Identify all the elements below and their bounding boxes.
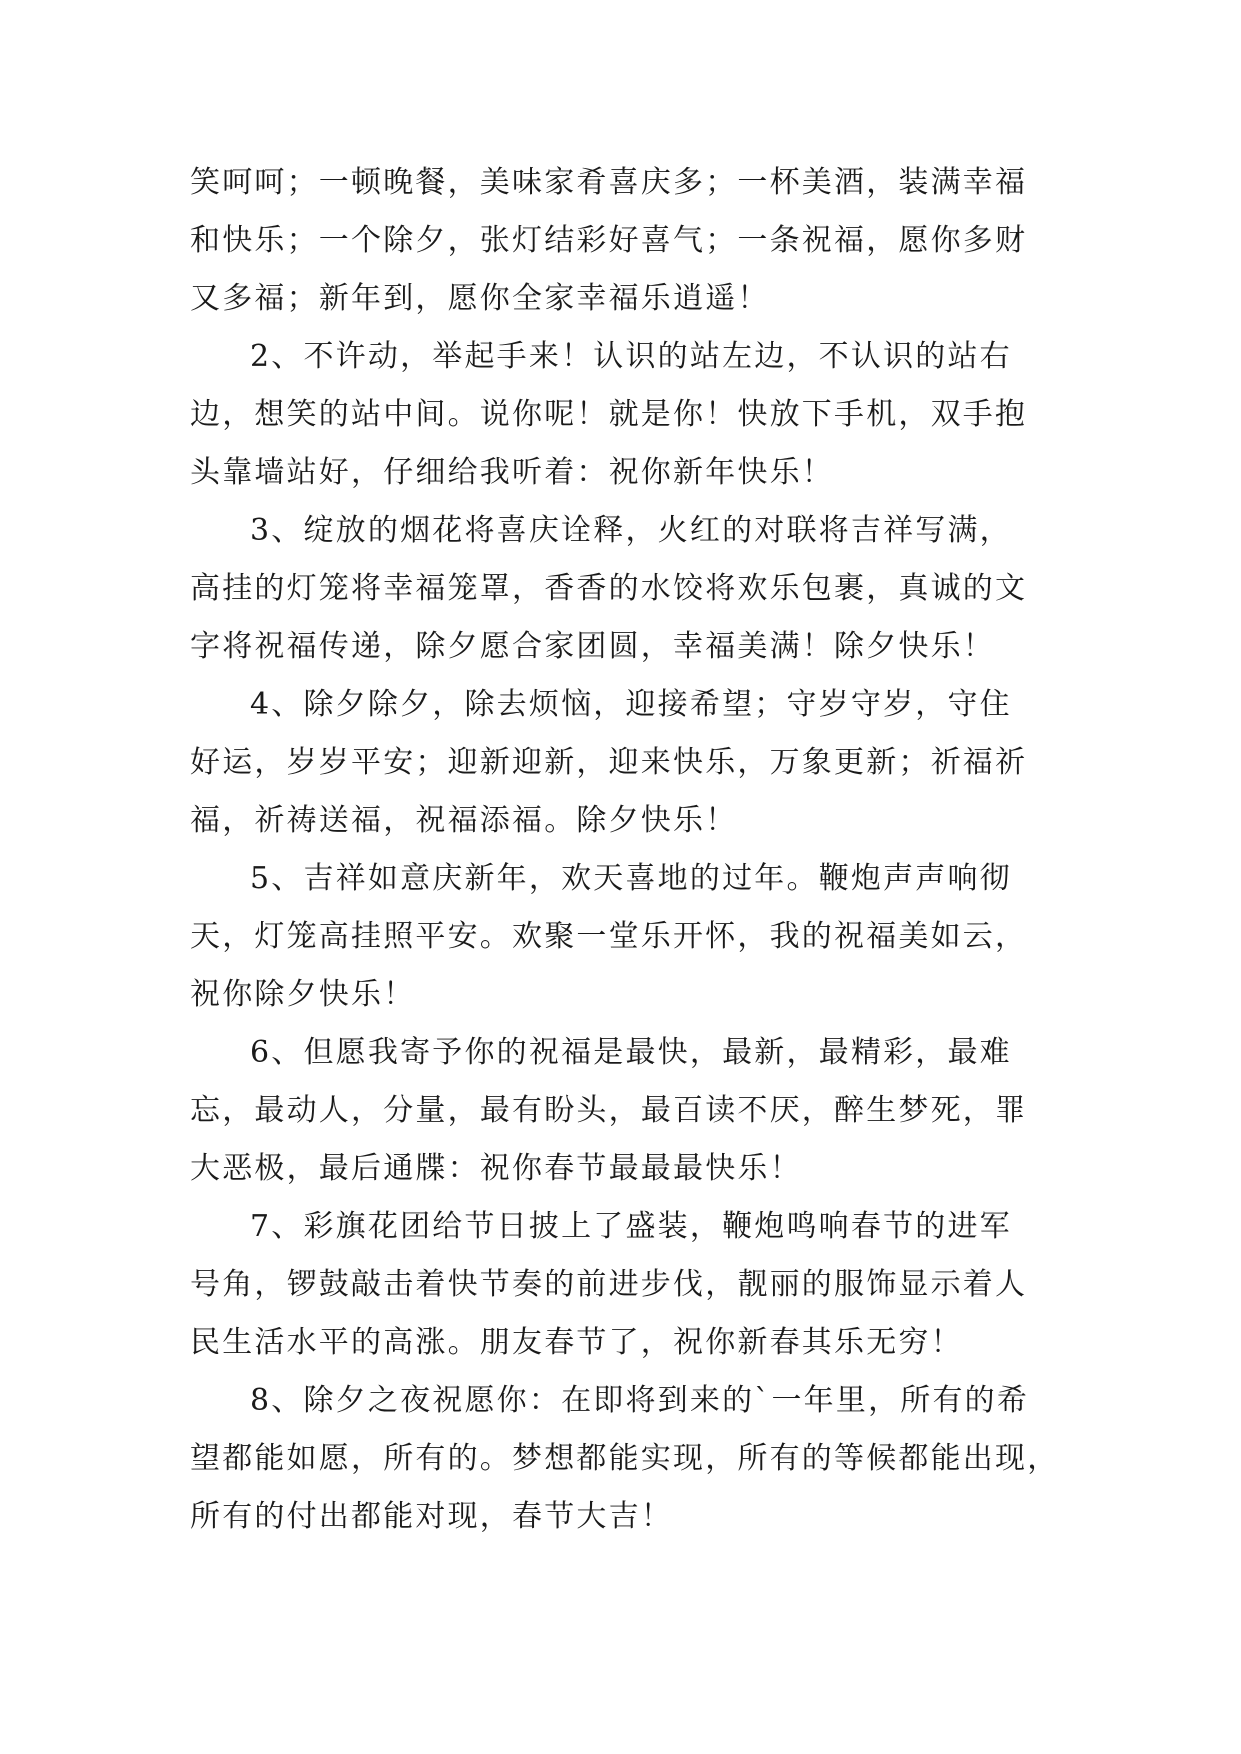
paragraph-4 bbox=[190, 676, 1070, 850]
text-line: 好运，岁岁平安；迎新迎新，迎来快乐，万象更新；祈福祈 bbox=[190, 745, 1028, 780]
text-line: 忘，最动人，分量，最有盼头，最百读不厌，醉生梦死，罪 bbox=[190, 1093, 1028, 1128]
paragraph-3 bbox=[190, 502, 1070, 676]
text-line: 民生活水平的高涨。朋友春节了，祝你新春其乐无穷！ bbox=[190, 1325, 963, 1360]
text-line: 字将祝福传递，除夕愿合家团圆，幸福美满！除夕快乐！ bbox=[190, 629, 995, 664]
text-line: 5、吉祥如意庆新年，欢天喜地的过年。鞭炮声声响彻 bbox=[250, 861, 1012, 896]
text-line: 3、绽放的烟花将喜庆诠释，火红的对联将吉祥写满， bbox=[250, 513, 1012, 548]
text-line: 祝你除夕快乐！ bbox=[190, 977, 416, 1012]
text-line: 头靠墙站好，仔细给我听着：祝你新年快乐！ bbox=[190, 455, 834, 490]
text-line: 大恶极，最后通牒：祝你春节最最最快乐！ bbox=[190, 1151, 802, 1186]
text-line: 笑呵呵；一顿晚餐，美味家肴喜庆多；一杯美酒，装满幸福 bbox=[190, 165, 1028, 200]
paragraph-7 bbox=[190, 1198, 1070, 1372]
document-body bbox=[190, 154, 1070, 1546]
text-line: 6、但愿我寄予你的祝福是最快，最新，最精彩，最难 bbox=[250, 1035, 1012, 1070]
text-line: 福，祈祷送福，祝福添福。除夕快乐！ bbox=[190, 803, 738, 838]
text-line: 所有的付出都能对现，春节大吉！ bbox=[190, 1499, 673, 1534]
text-line: 2、不许动，举起手来！认识的站左边，不认识的站右 bbox=[250, 339, 1012, 374]
text-line: 7、彩旗花团给节日披上了盛装，鞭炮鸣响春节的进军 bbox=[250, 1209, 1012, 1244]
paragraph-5 bbox=[190, 850, 1070, 1024]
text-line: 8、除夕之夜祝愿你：在即将到来的`一年里，所有的希 bbox=[250, 1383, 1030, 1418]
text-line: 望都能如愿，所有的。梦想都能实现，所有的等候都能出现， bbox=[190, 1441, 1060, 1476]
text-line: 天，灯笼高挂照平安。欢聚一堂乐开怀，我的祝福美如云， bbox=[190, 919, 1028, 954]
text-line: 4、除夕除夕，除去烦恼，迎接希望；守岁守岁，守住 bbox=[250, 687, 1012, 722]
paragraph-2 bbox=[190, 328, 1070, 502]
paragraph-6 bbox=[190, 1024, 1070, 1198]
text-line: 又多福；新年到，愿你全家幸福乐逍遥！ bbox=[190, 281, 770, 316]
text-line: 和快乐；一个除夕，张灯结彩好喜气；一条祝福，愿你多财 bbox=[190, 223, 1028, 258]
text-line: 高挂的灯笼将幸福笼罩，香香的水饺将欢乐包裹，真诚的文 bbox=[190, 571, 1028, 606]
text-line: 边，想笑的站中间。说你呢！就是你！快放下手机，双手抱 bbox=[190, 397, 1028, 432]
paragraph-8 bbox=[190, 1372, 1070, 1546]
text-line: 号角，锣鼓敲击着快节奏的前进步伐，靓丽的服饰显示着人 bbox=[190, 1267, 1028, 1302]
paragraph-1 bbox=[190, 154, 1070, 328]
